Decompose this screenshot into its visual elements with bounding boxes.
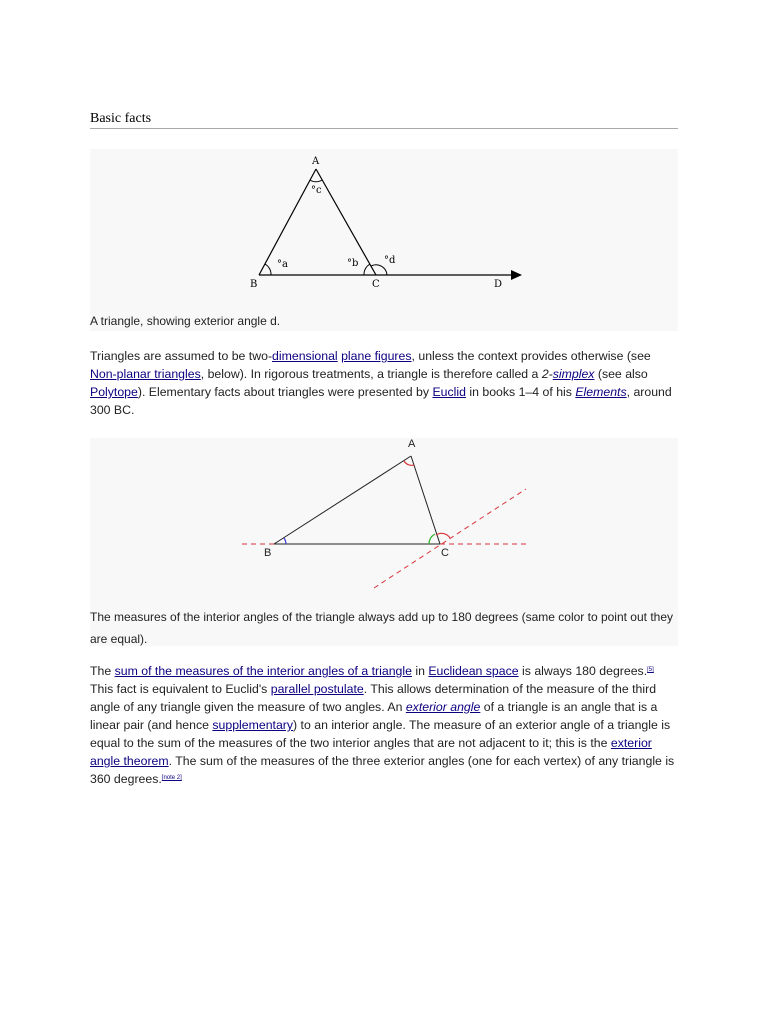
text-run: in books 1–4 of his xyxy=(465,385,576,399)
text-run: , below). In rigorous treatments, a triangle is therefore called a xyxy=(200,367,542,381)
vertex-label-a: A xyxy=(312,156,320,167)
figure-caption: The measures of the interior angles of the triangle always add up to 180 degrees (same color to point out they are equal). xyxy=(90,610,674,646)
angle-arc-c-green xyxy=(429,534,435,544)
triangle-exterior-angle-diagram xyxy=(90,149,678,331)
figure-caption: A triangle, showing exterior angle d. xyxy=(90,314,281,328)
angle-label-c: °c xyxy=(311,185,322,196)
text-run: , unless the context provides otherwise (see xyxy=(411,349,651,363)
text-run: The xyxy=(90,664,115,678)
vertex-label-c: C xyxy=(372,279,380,290)
link-euclidean-space[interactable]: Euclidean space xyxy=(428,664,519,678)
vertex-label-c: C xyxy=(441,547,449,559)
text-run: (see also xyxy=(594,367,648,381)
link-euclid[interactable]: Euclid xyxy=(432,385,466,399)
text-run: 2- xyxy=(541,367,553,381)
text-run: ) to an interior angle. The measure of an exterior angle of a triangle is equal to the sum of the measures of the two interior angles that are not adjacent to it; this is the xyxy=(90,718,671,750)
angle-label-a: °a xyxy=(277,259,288,270)
text-run: This fact is equivalent to Euclid's xyxy=(90,682,271,696)
text-run: of a triangle is an angle that is a linear pair (and hence xyxy=(90,700,658,732)
footnote-link-note-2[interactable]: [note 2] xyxy=(161,775,182,781)
figure-angle-sum xyxy=(90,438,678,646)
paragraph-angle-sum xyxy=(90,662,678,788)
link-sum-of-interior-angles[interactable]: sum of the measures of the interior angles of a triangle xyxy=(114,664,412,678)
text-run: ). Elementary facts about triangles were presented by xyxy=(137,385,433,399)
paragraph-intro xyxy=(90,347,678,419)
figure-exterior-angle xyxy=(90,149,678,331)
text-run: is always 180 degrees. xyxy=(518,664,648,678)
link-plane-figures[interactable]: plane figures xyxy=(341,349,412,363)
angle-arc-a xyxy=(265,264,271,275)
text-run: . This allows determination of the measure of the third angle of any triangle given the measure of two angles. An xyxy=(90,682,657,714)
link-supplementary[interactable]: supplementary xyxy=(212,718,294,732)
link-dimensional[interactable]: dimensional xyxy=(272,349,338,363)
link-parallel-postulate[interactable]: parallel postulate xyxy=(270,682,364,696)
vertex-label-b: B xyxy=(250,279,258,290)
link-simplex[interactable]: simplex xyxy=(552,367,595,381)
angle-label-b: °b xyxy=(347,258,359,269)
side-ba xyxy=(274,456,411,544)
text-run: , around 300 BC. xyxy=(90,385,672,417)
side-ac xyxy=(411,456,440,544)
vertex-label-d: D xyxy=(494,279,503,290)
angle-label-d: °d xyxy=(384,255,396,266)
section-heading: Basic facts xyxy=(90,110,678,129)
arrow-head xyxy=(511,270,522,280)
side-ac xyxy=(316,169,376,275)
text-run: in xyxy=(411,664,429,678)
link-elements[interactable]: Elements xyxy=(575,385,627,399)
angle-arc-c xyxy=(310,180,322,182)
vertex-label-b: B xyxy=(264,547,272,559)
vertex-label-a: A xyxy=(408,438,416,450)
text-run: Triangles are assumed to be two- xyxy=(90,349,273,363)
link-non-planar-triangles[interactable]: Non-planar triangles xyxy=(90,367,201,381)
dashed-parallel-line xyxy=(374,489,526,588)
link-exterior-angle-theorem[interactable]: exterior angle theorem xyxy=(90,736,652,768)
link-exterior-angle[interactable]: exterior angle xyxy=(405,700,481,714)
link-polytope[interactable]: Polytope xyxy=(90,385,138,399)
footnote-link-5[interactable]: [5] xyxy=(647,667,654,673)
angle-arc-b xyxy=(364,264,370,275)
angle-arc-b xyxy=(284,538,286,544)
text-run: . The sum of the measures of the three exterior angles (one for each vertex) of any triangle is 360 degrees. xyxy=(90,754,675,786)
